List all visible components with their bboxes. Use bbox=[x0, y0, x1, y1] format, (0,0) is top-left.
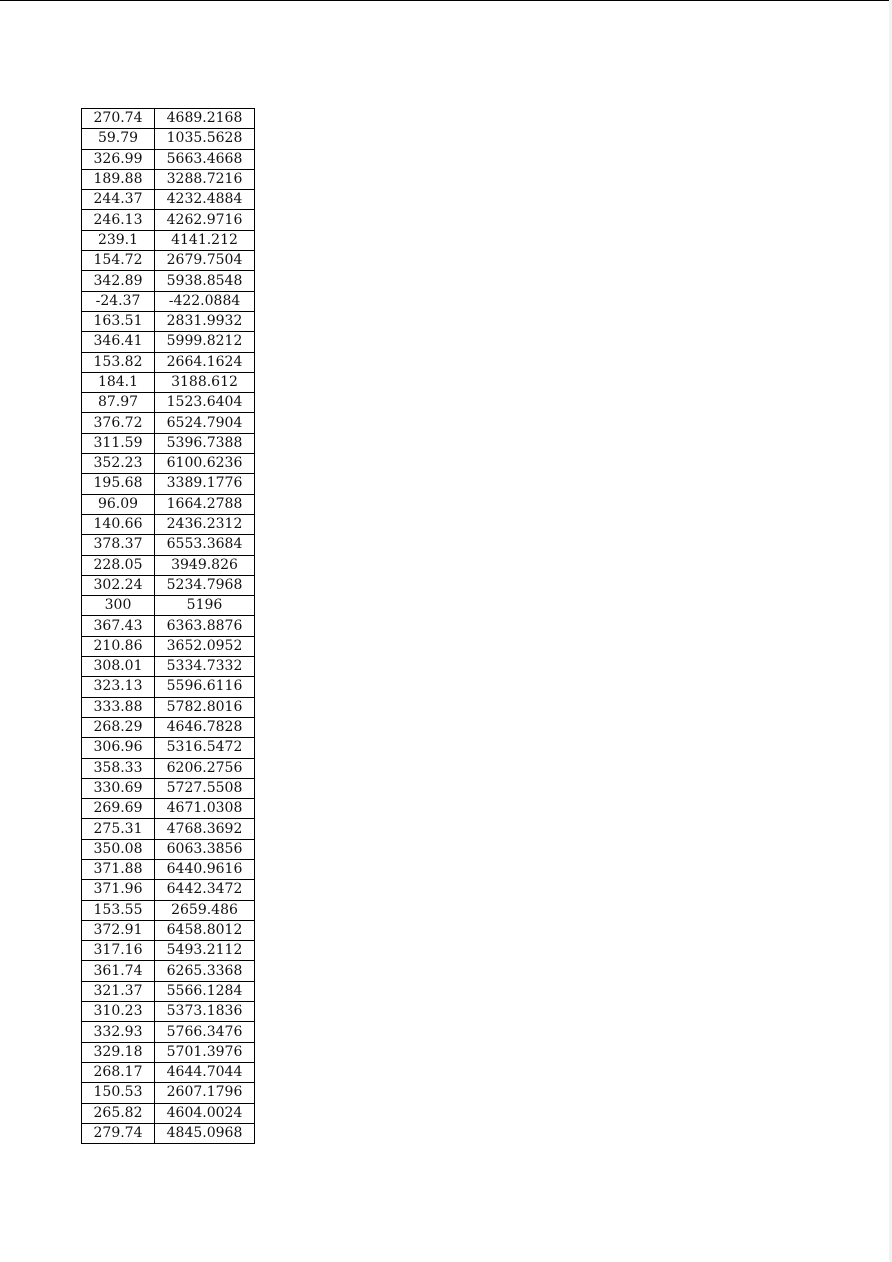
table-cell-value: 140.66 bbox=[82, 514, 155, 534]
table-row bbox=[82, 920, 255, 940]
table-row bbox=[82, 1062, 255, 1082]
table-cell-value: 378.37 bbox=[82, 535, 155, 555]
table-row bbox=[82, 981, 255, 1001]
table-cell-product: 6363.8876 bbox=[155, 616, 255, 636]
table-cell-product: 5596.6116 bbox=[155, 677, 255, 697]
table-cell-product: 6206.2756 bbox=[155, 758, 255, 778]
table-row bbox=[82, 352, 255, 372]
table-cell-product: 5196 bbox=[155, 596, 255, 616]
table-row bbox=[82, 210, 255, 230]
table-cell-product: 6458.8012 bbox=[155, 920, 255, 940]
table-cell-value: 239.1 bbox=[82, 230, 155, 250]
table-cell-product: 4232.4884 bbox=[155, 190, 255, 210]
table-cell-value: 275.31 bbox=[82, 819, 155, 839]
table-cell-product: 5493.2112 bbox=[155, 941, 255, 961]
table-row bbox=[82, 1083, 255, 1103]
table-row bbox=[82, 900, 255, 920]
table-cell-product: 5938.8548 bbox=[155, 271, 255, 291]
table-cell-value: 342.89 bbox=[82, 271, 155, 291]
table-row bbox=[82, 433, 255, 453]
table-row bbox=[82, 535, 255, 555]
table-row bbox=[82, 311, 255, 331]
table-cell-product: 4644.7044 bbox=[155, 1062, 255, 1082]
table-cell-product: 5396.7388 bbox=[155, 433, 255, 453]
table-cell-product: 5727.5508 bbox=[155, 778, 255, 798]
table-cell-product: 6265.3368 bbox=[155, 961, 255, 981]
table-cell-product: 1664.2788 bbox=[155, 494, 255, 514]
table-cell-product: 6100.6236 bbox=[155, 454, 255, 474]
table-cell-product: 2436.2312 bbox=[155, 514, 255, 534]
table-row bbox=[82, 596, 255, 616]
table-row bbox=[82, 474, 255, 494]
table-cell-value: 358.33 bbox=[82, 758, 155, 778]
table-cell-product: 4262.9716 bbox=[155, 210, 255, 230]
table-cell-value: 326.99 bbox=[82, 149, 155, 169]
table-cell-value: 361.74 bbox=[82, 961, 155, 981]
table-cell-value: 228.05 bbox=[82, 555, 155, 575]
table-cell-product: 5782.8016 bbox=[155, 697, 255, 717]
table-cell-value: 329.18 bbox=[82, 1042, 155, 1062]
table-row bbox=[82, 738, 255, 758]
table-row bbox=[82, 677, 255, 697]
table-cell-value: 330.69 bbox=[82, 778, 155, 798]
table-row bbox=[82, 494, 255, 514]
table-row bbox=[82, 697, 255, 717]
table-row bbox=[82, 454, 255, 474]
table-cell-product: 2664.1624 bbox=[155, 352, 255, 372]
table-cell-product: 6440.9616 bbox=[155, 859, 255, 879]
table-row bbox=[82, 149, 255, 169]
table-cell-value: 210.86 bbox=[82, 636, 155, 656]
table-cell-product: 5766.3476 bbox=[155, 1022, 255, 1042]
table-cell-value: 302.24 bbox=[82, 575, 155, 595]
table-cell-value: 163.51 bbox=[82, 311, 155, 331]
table-row bbox=[82, 799, 255, 819]
table-row bbox=[82, 1123, 255, 1143]
table-cell-value: 372.91 bbox=[82, 920, 155, 940]
page-top-border bbox=[0, 0, 892, 1]
table-cell-value: 87.97 bbox=[82, 393, 155, 413]
table-cell-product: 4671.0308 bbox=[155, 799, 255, 819]
table-cell-value: 321.37 bbox=[82, 981, 155, 1001]
table-row bbox=[82, 271, 255, 291]
table-cell-product: 2679.7504 bbox=[155, 251, 255, 271]
table-cell-product: -422.0884 bbox=[155, 291, 255, 311]
table-row bbox=[82, 1022, 255, 1042]
table-cell-product: 5334.7332 bbox=[155, 657, 255, 677]
table-cell-product: 6553.3684 bbox=[155, 535, 255, 555]
table-cell-value: -24.37 bbox=[82, 291, 155, 311]
table-row bbox=[82, 859, 255, 879]
table-cell-value: 270.74 bbox=[82, 109, 155, 129]
table-cell-product: 5701.3976 bbox=[155, 1042, 255, 1062]
table-cell-value: 189.88 bbox=[82, 169, 155, 189]
table-cell-value: 96.09 bbox=[82, 494, 155, 514]
table-cell-value: 244.37 bbox=[82, 190, 155, 210]
table-row bbox=[82, 291, 255, 311]
table-cell-value: 350.08 bbox=[82, 839, 155, 859]
table-row bbox=[82, 941, 255, 961]
table-cell-value: 300 bbox=[82, 596, 155, 616]
table-cell-product: 2659.486 bbox=[155, 900, 255, 920]
table-row bbox=[82, 717, 255, 737]
table-cell-product: 5663.4668 bbox=[155, 149, 255, 169]
table-cell-product: 6442.3472 bbox=[155, 880, 255, 900]
table-cell-product: 5566.1284 bbox=[155, 981, 255, 1001]
table-cell-product: 5234.7968 bbox=[155, 575, 255, 595]
table-row bbox=[82, 839, 255, 859]
table-cell-value: 371.88 bbox=[82, 859, 155, 879]
table-cell-value: 154.72 bbox=[82, 251, 155, 271]
table-row bbox=[82, 819, 255, 839]
table-cell-product: 4604.0024 bbox=[155, 1103, 255, 1123]
data-table bbox=[81, 108, 255, 1144]
table-row bbox=[82, 372, 255, 392]
table-cell-product: 4689.2168 bbox=[155, 109, 255, 129]
table-cell-value: 279.74 bbox=[82, 1123, 155, 1143]
table-row bbox=[82, 169, 255, 189]
table-cell-value: 310.23 bbox=[82, 1002, 155, 1022]
table-row bbox=[82, 514, 255, 534]
table-cell-product: 3188.612 bbox=[155, 372, 255, 392]
table-row bbox=[82, 1103, 255, 1123]
table-row bbox=[82, 1002, 255, 1022]
table-cell-value: 332.93 bbox=[82, 1022, 155, 1042]
table-cell-value: 150.53 bbox=[82, 1083, 155, 1103]
table-row bbox=[82, 109, 255, 129]
table-cell-value: 311.59 bbox=[82, 433, 155, 453]
table-row bbox=[82, 393, 255, 413]
table-cell-value: 323.13 bbox=[82, 677, 155, 697]
table-cell-value: 333.88 bbox=[82, 697, 155, 717]
table-row bbox=[82, 129, 255, 149]
table-cell-product: 2607.1796 bbox=[155, 1083, 255, 1103]
table-cell-product: 3652.0952 bbox=[155, 636, 255, 656]
table-cell-value: 352.23 bbox=[82, 454, 155, 474]
table-cell-value: 268.29 bbox=[82, 717, 155, 737]
table-row bbox=[82, 880, 255, 900]
table-cell-value: 59.79 bbox=[82, 129, 155, 149]
table-row bbox=[82, 575, 255, 595]
table-cell-value: 195.68 bbox=[82, 474, 155, 494]
table-cell-value: 268.17 bbox=[82, 1062, 155, 1082]
table-cell-value: 308.01 bbox=[82, 657, 155, 677]
table-row bbox=[82, 778, 255, 798]
table-cell-value: 269.69 bbox=[82, 799, 155, 819]
table-row bbox=[82, 1042, 255, 1062]
table-row bbox=[82, 657, 255, 677]
table-row bbox=[82, 758, 255, 778]
table-cell-value: 306.96 bbox=[82, 738, 155, 758]
table-row bbox=[82, 190, 255, 210]
table-row bbox=[82, 251, 255, 271]
table-cell-product: 2831.9932 bbox=[155, 311, 255, 331]
table-cell-value: 246.13 bbox=[82, 210, 155, 230]
table-cell-value: 317.16 bbox=[82, 941, 155, 961]
table-cell-product: 6524.7904 bbox=[155, 413, 255, 433]
table-cell-product: 3288.7216 bbox=[155, 169, 255, 189]
table-cell-value: 153.82 bbox=[82, 352, 155, 372]
table-cell-value: 367.43 bbox=[82, 616, 155, 636]
table-cell-product: 4141.212 bbox=[155, 230, 255, 250]
table-cell-product: 3389.1776 bbox=[155, 474, 255, 494]
table-row bbox=[82, 636, 255, 656]
data-table-body bbox=[82, 109, 255, 1144]
table-cell-product: 4845.0968 bbox=[155, 1123, 255, 1143]
table-row bbox=[82, 230, 255, 250]
table-cell-product: 1523.6404 bbox=[155, 393, 255, 413]
table-cell-product: 4768.3692 bbox=[155, 819, 255, 839]
table-cell-product: 3949.826 bbox=[155, 555, 255, 575]
table-cell-product: 5999.8212 bbox=[155, 332, 255, 352]
table-cell-value: 346.41 bbox=[82, 332, 155, 352]
table-cell-product: 4646.7828 bbox=[155, 717, 255, 737]
table-cell-product: 5373.1836 bbox=[155, 1002, 255, 1022]
table-cell-product: 1035.5628 bbox=[155, 129, 255, 149]
table-row bbox=[82, 616, 255, 636]
table-row bbox=[82, 332, 255, 352]
table-cell-value: 371.96 bbox=[82, 880, 155, 900]
table-cell-value: 376.72 bbox=[82, 413, 155, 433]
table-cell-value: 265.82 bbox=[82, 1103, 155, 1123]
table-cell-product: 5316.5472 bbox=[155, 738, 255, 758]
table-row bbox=[82, 413, 255, 433]
table-row bbox=[82, 961, 255, 981]
table-row bbox=[82, 555, 255, 575]
table-cell-value: 153.55 bbox=[82, 900, 155, 920]
table-cell-value: 184.1 bbox=[82, 372, 155, 392]
table-cell-product: 6063.3856 bbox=[155, 839, 255, 859]
